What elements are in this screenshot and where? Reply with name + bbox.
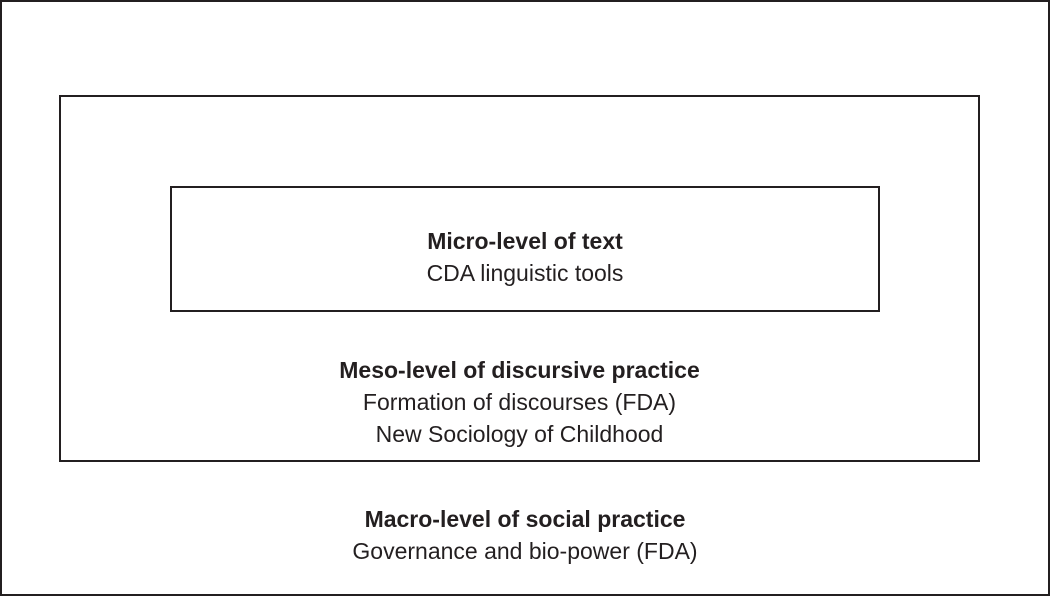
micro-level-title: Micro-level of text [427,228,623,254]
micro-level-label [170,225,880,289]
meso-level-label [59,354,980,450]
meso-level-line-1: Formation of discourses (FDA) [362,389,677,415]
macro-level-title: Macro-level of social practice [364,506,686,532]
meso-level-line-2: New Sociology of Childhood [375,421,664,447]
micro-level-line-1: CDA linguistic tools [426,260,624,286]
macro-level-label [0,503,1050,567]
meso-level-title: Meso-level of discursive practice [339,357,700,383]
macro-level-line-1: Governance and bio-power (FDA) [352,538,698,564]
